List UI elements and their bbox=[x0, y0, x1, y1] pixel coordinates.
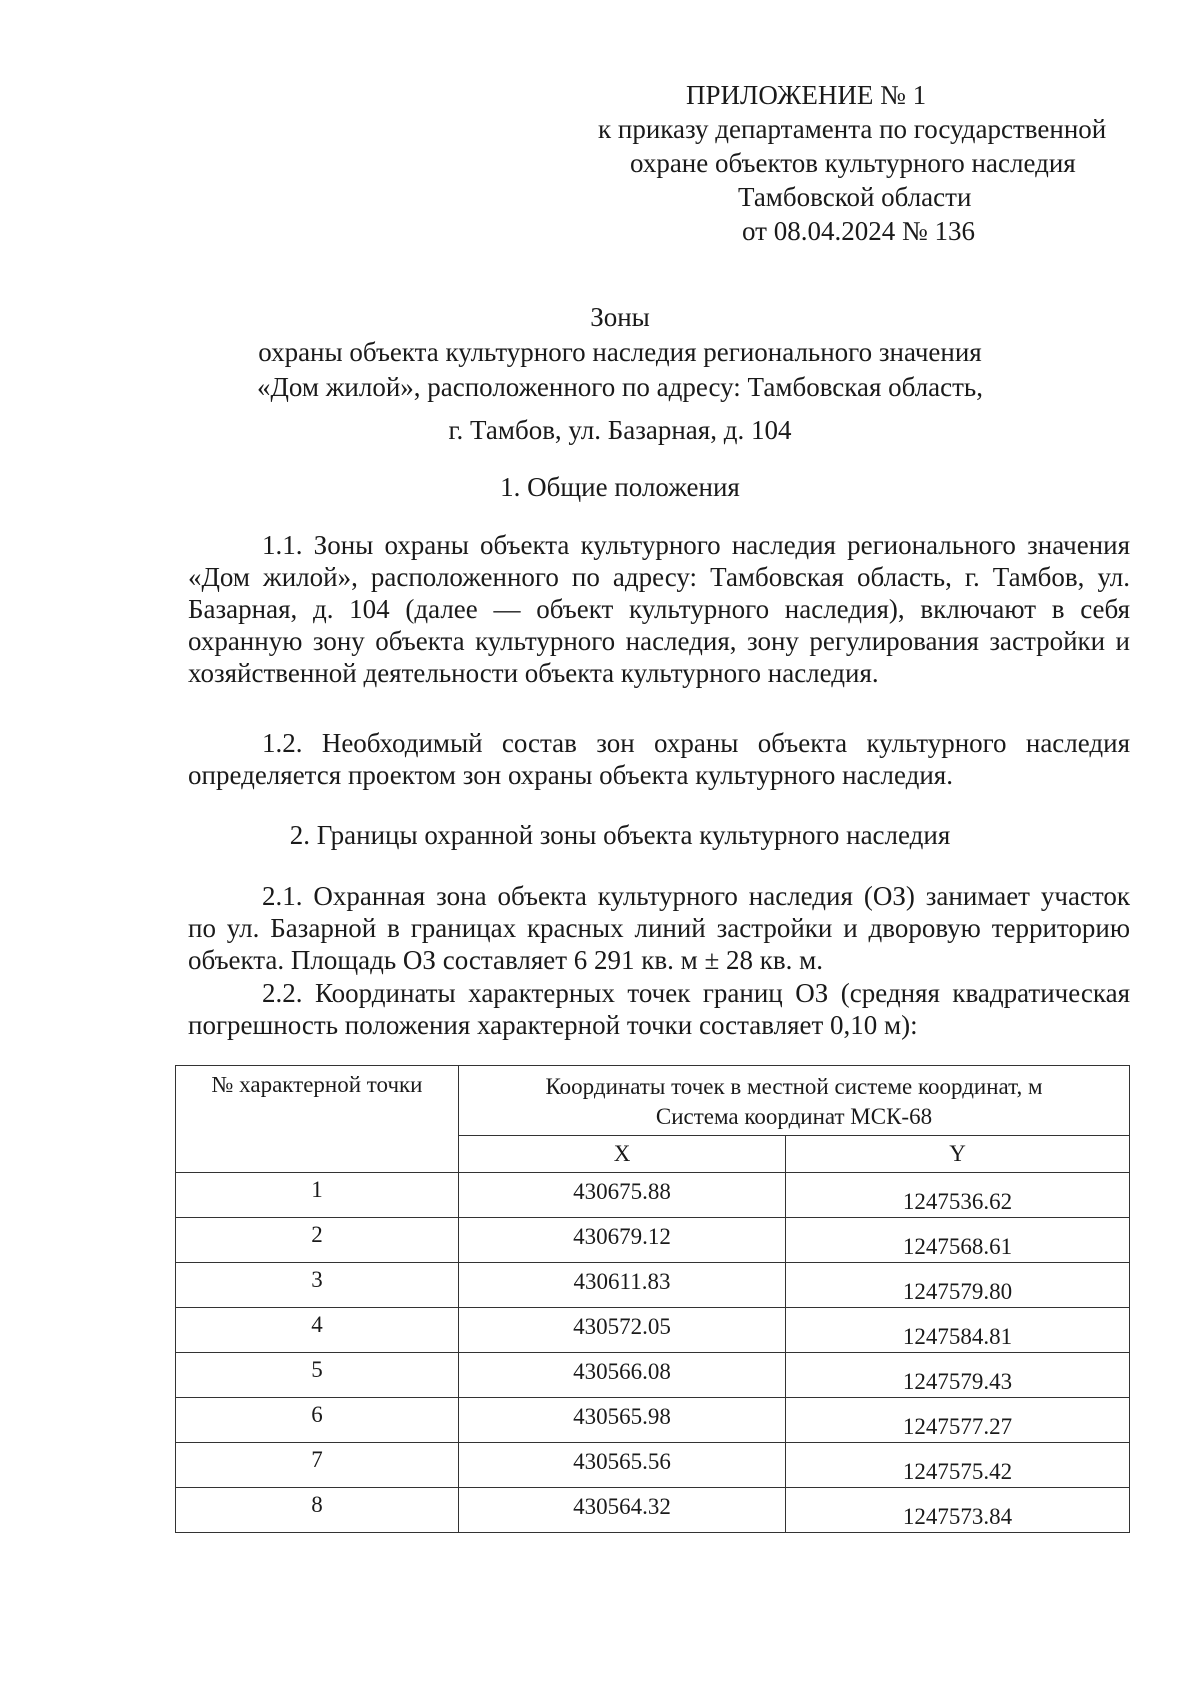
x-coordinate: 430564.32 bbox=[459, 1488, 786, 1533]
coordinates-table bbox=[175, 1065, 1130, 1533]
y-coordinate: 1247579.43 bbox=[786, 1353, 1130, 1398]
point-number: 3 bbox=[176, 1263, 459, 1308]
y-coordinate: 1247577.27 bbox=[786, 1398, 1130, 1443]
column-header-y: Y bbox=[786, 1136, 1130, 1173]
paragraph-1-2: 1.2. Необходимый состав зон охраны объекта культурного наследия определяется проектом зон охраны объекта культурного наследия. bbox=[188, 728, 1130, 790]
table-row bbox=[176, 1218, 1130, 1263]
point-number: 4 bbox=[176, 1308, 459, 1353]
title-line: охраны объекта культурного наследия регионального значения bbox=[258, 337, 982, 367]
x-coordinate: 430566.08 bbox=[459, 1353, 786, 1398]
table-row bbox=[176, 1398, 1130, 1443]
x-coordinate: 430572.05 bbox=[459, 1308, 786, 1353]
table-row bbox=[176, 1308, 1130, 1353]
paragraph-2-2: 2.2. Координаты характерных точек границ ОЗ (средняя квадратическая погрешность положения характерной точки составляет 0,10 м): bbox=[188, 978, 1130, 1040]
appendix-line: Тамбовской области bbox=[738, 182, 972, 212]
appendix-header bbox=[560, 78, 1200, 248]
column-header-coordinates bbox=[459, 1066, 1130, 1136]
column-header-coordinates-line: Координаты точек в местной системе координат, м bbox=[545, 1073, 1043, 1099]
y-coordinate: 1247568.61 bbox=[786, 1218, 1130, 1263]
y-coordinate: 1247584.81 bbox=[786, 1308, 1130, 1353]
appendix-title: ПРИЛОЖЕНИЕ № 1 bbox=[686, 80, 927, 110]
column-header-system-line: Система координат МСК-68 bbox=[655, 1103, 933, 1129]
point-number: 6 bbox=[176, 1398, 459, 1443]
section-2-heading: 2. Границы охранной зоны объекта культурного наследия bbox=[289, 820, 951, 850]
point-number: 5 bbox=[176, 1353, 459, 1398]
y-coordinate: 1247575.42 bbox=[786, 1443, 1130, 1488]
column-header-x: X bbox=[459, 1136, 786, 1173]
y-coordinate: 1247573.84 bbox=[786, 1488, 1130, 1533]
title-line: «Дом жилой», расположенного по адресу: Тамбовская область, bbox=[257, 372, 983, 402]
table-row bbox=[176, 1263, 1130, 1308]
table-row bbox=[176, 1443, 1130, 1488]
x-coordinate: 430611.83 bbox=[459, 1263, 786, 1308]
point-number: 2 bbox=[176, 1218, 459, 1263]
section-1-heading: 1. Общие положения bbox=[500, 472, 740, 502]
title-line: г. Тамбов, ул. Базарная, д. 104 bbox=[448, 415, 792, 445]
point-number: 1 bbox=[176, 1173, 459, 1218]
x-coordinate: 430679.12 bbox=[459, 1218, 786, 1263]
point-number: 8 bbox=[176, 1488, 459, 1533]
appendix-date: от 08.04.2024 № 136 bbox=[742, 216, 975, 246]
x-coordinate: 430565.56 bbox=[459, 1443, 786, 1488]
table-row bbox=[176, 1353, 1130, 1398]
column-header-point-number: № характерной точки bbox=[176, 1066, 459, 1173]
table-row bbox=[176, 1488, 1130, 1533]
title-line: Зоны bbox=[590, 302, 650, 332]
point-number: 7 bbox=[176, 1443, 459, 1488]
appendix-line: охране объектов культурного наследия bbox=[630, 148, 1076, 178]
document-title bbox=[180, 300, 1060, 448]
appendix-line: к приказу департамента по государственной bbox=[598, 114, 1107, 144]
x-coordinate: 430675.88 bbox=[459, 1173, 786, 1218]
paragraph-1-1: 1.1. Зоны охраны объекта культурного наследия регионального значения «Дом жилой», расположенного по адресу: Тамбовская область, г. Тамбов, ул. Базарная, д. 104 (далее — объект культурного наследия), включают в себя охранную зону объекта культурного наследия, зону регулирования застройки и хозяйственной деятельности объекта культурного наследия. bbox=[188, 530, 1130, 688]
y-coordinate: 1247579.80 bbox=[786, 1263, 1130, 1308]
y-coordinate: 1247536.62 bbox=[786, 1173, 1130, 1218]
paragraph-2-1: 2.1. Охранная зона объекта культурного наследия (ОЗ) занимает участок по ул. Базарной в границах красных линий застройки и дворовую территорию объекта. Площадь ОЗ составляет 6 291 кв. м ± 28 кв. м. bbox=[188, 881, 1130, 975]
table-row bbox=[176, 1173, 1130, 1218]
x-coordinate: 430565.98 bbox=[459, 1398, 786, 1443]
